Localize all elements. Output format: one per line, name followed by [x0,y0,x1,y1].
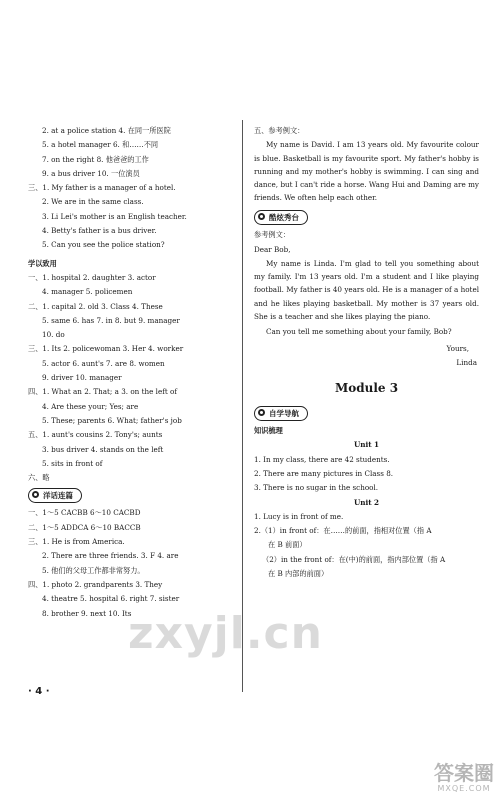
letter-paragraph-1: My name is Linda. I'm glad to tell you something about my family. I'm 13 years old. I'm a student and I like playing football. My father is 40 years old. He is a manager of a hotel and he likes playing basketball. My mother is 37 years old. She is a teacher and she likes playing the piano. [254,258,479,321]
answer-line: 5. 他们的父母工作都非常努力。 [42,565,145,575]
letter-signature: Linda [456,358,477,368]
column-divider [242,120,243,692]
answer-line: 二、1. capital 2. old 3. Class 4. These [28,301,163,311]
answer-line: 一、1～5 CACBB 6～10 CACBD [28,508,141,518]
banner-dot-icon [258,409,265,416]
answer-line: 5. sits in front of [42,458,103,468]
banner-zixuedaohang: 自学导航 [254,406,308,421]
answer-lines-top [28,124,233,253]
answer-line: 3. bus driver 4. stands on the left [42,444,164,454]
answer-line: 四、1. What an 2. That; a 3. on the left of [28,387,178,397]
answer-line: 4. Betty's father is a bus driver. [42,226,157,236]
answer-lines-section [28,271,233,485]
section5-paragraph: My name is David. I am 13 years old. My favourite colour is blue. Basketball is my favourite sport. My father's hobby is running and my mother's hobby is swimming. I can sing and dance, but I can't ride a horse. Wang Hui and Daming are my friends. We often help each other. [254,140,479,203]
answer-line: 二、1～5 ADDCA 6～10 BACCB [28,522,141,532]
answer-line: 5. actor 6. aunt's 7. are 8. women [42,358,165,368]
answer-line: 在 B 前面） [268,540,307,550]
answer-line: 5. These; parents 6. What; father's job [42,415,182,425]
banner-yanghualianpian: 洋话连篇 [28,488,82,503]
answer-line: 四、1. photo 2. grandparents 3. They [28,579,163,589]
section5-title: 五、参考例文： [254,126,305,135]
answer-line: 2. We are in the same class. [42,197,144,207]
answer-line: 3. Li Lei's mother is an English teacher. [42,211,187,221]
right-column [254,124,479,581]
answer-line: 1. In my class, there are 42 students. [254,454,390,464]
answer-line: 1. Lucy is in front of me. [254,511,344,521]
banner-kuxuanxiutai: 酷炫秀台 [254,210,308,225]
answer-line: 六、略 [28,473,50,483]
answer-line: 三、1. My father is a manager of a hotel. [28,183,176,193]
unit1-title: Unit 1 [353,440,380,450]
answer-line: 一、1. hospital 2. daughter 3. actor [28,272,156,282]
answer-line: 9. a bus driver 10. 一位演员 [42,168,140,178]
letter-greeting: Dear Bob, [254,244,291,254]
watermark-center: zxyjl.cn [128,608,323,659]
reference-label: 参考例文： [254,230,290,240]
unit2-title: Unit 2 [353,497,380,507]
unit1-lines [254,453,479,496]
answer-line: 五、1. aunt's cousins 2. Tony's; aunts [28,430,163,440]
letter-closing: Yours, [446,344,469,354]
answer-line: 8. brother 9. next 10. Its [42,608,132,618]
answer-line: 2.（1）in front of：在……的前面，指相对位置（指 A [254,526,432,536]
answer-line: 5. Can you see the police station? [42,240,165,250]
answer-line: 三、1. Its 2. policewoman 3. Her 4. worker [28,344,184,354]
watermark-corner: 答案圈 MXQE.COM [434,761,494,794]
banner-dot-icon [258,213,265,220]
answer-line: 10. do [42,330,65,340]
answer-line: 2. at a police station 4. 在同一所医院 [42,126,171,135]
answer-lines-banner [28,506,233,620]
unit2-lines [254,510,479,581]
answer-line: 2. There are many pictures in Class 8. [254,469,394,478]
answer-line: 7. on the right 8. 他爸爸的工作 [42,154,149,164]
answer-line: 3. There is no sugar in the school. [254,483,379,493]
answer-line: 在 B 内部的前面） [268,569,329,579]
knowledge-label: 知识梳理 [254,426,283,436]
answer-line: 2. There are three friends. 3. F 4. are [42,551,179,561]
section-title-xueyizhiyong: 学以致用 [28,258,57,268]
answer-line: 5. same 6. has 7. in 8. but 9. manager [42,315,180,325]
answer-line: 4. manager 5. policemen [42,287,133,297]
answer-line: 9. driver 10. manager [42,373,122,383]
answer-line: （2）in the front of：在(中)的前面，指内部位置（指 A [262,554,446,564]
answer-line: 5. a hotel manager 6. 和……不同 [42,140,159,150]
letter-paragraph-2: Can you tell me something about your family, Bob? [266,326,452,336]
banner-dot-icon [32,491,39,498]
left-column [28,124,233,621]
answer-line: 4. theatre 5. hospital 6. right 7. sister [42,594,180,604]
answer-line: 4. Are these your; Yes; are [42,401,139,411]
page-number: · 4 · [28,686,50,697]
module-title: Module 3 [334,380,399,395]
answer-line: 三、1. He is from America. [28,537,125,547]
